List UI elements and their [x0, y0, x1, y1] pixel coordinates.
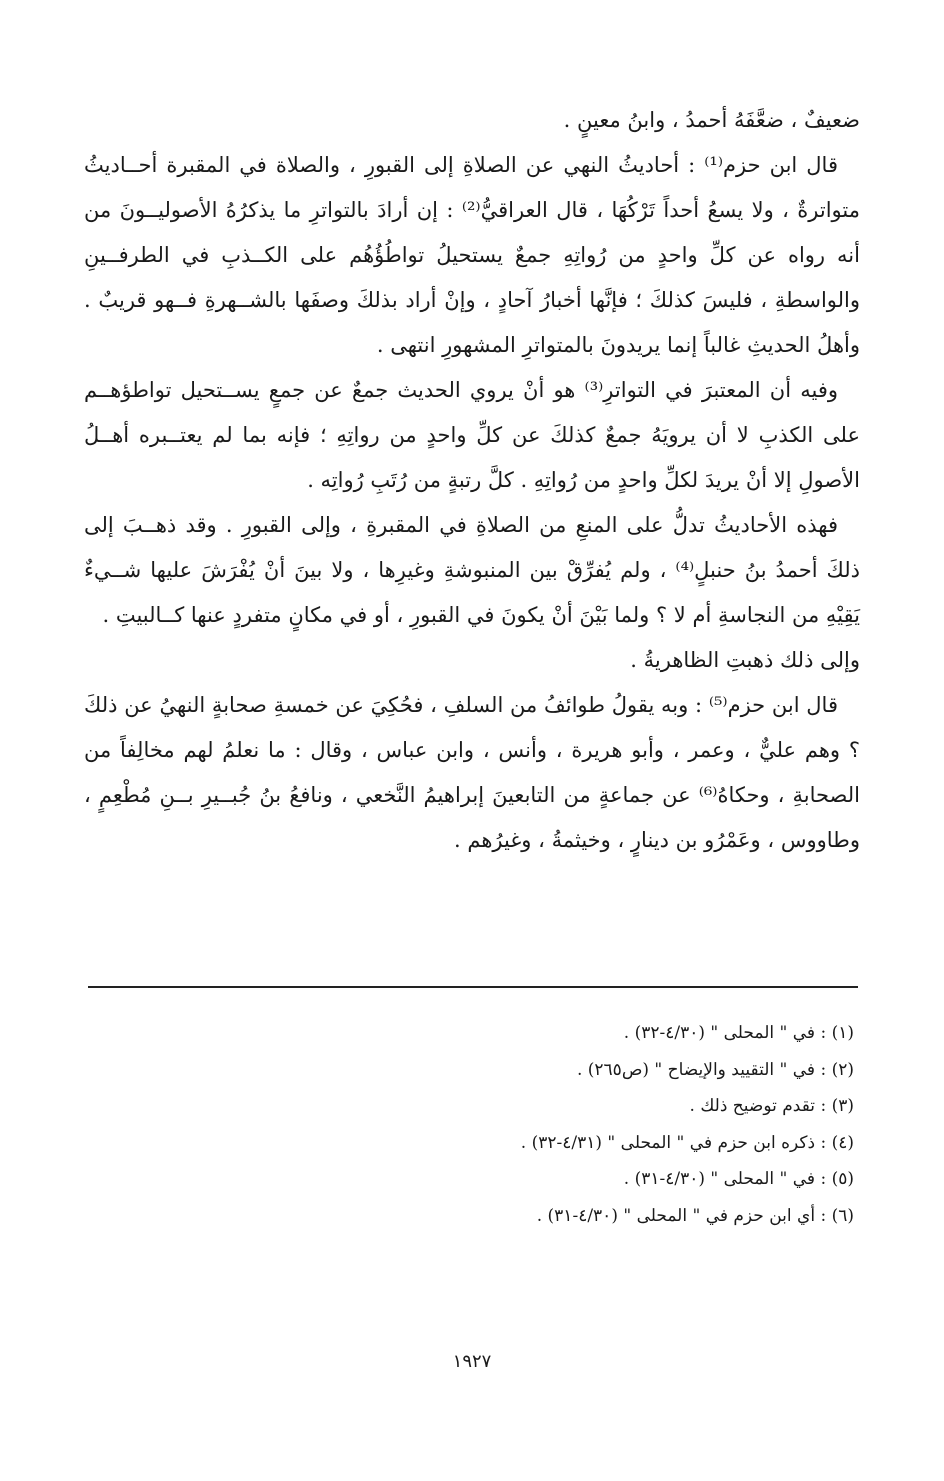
paragraph-3: وفيه أن المعتبرَ في التواترِ⁽³⁾ هو أنْ يروي الحديث جمعٌ عن جمعٍ يســتحيل تواطؤهــم على الكذبِ لا أن يرويَهُ جمعٌ كذلكَ عن كلِّ واحدٍ من رواتِهِ ؛ فإنه بما لم يعتــبره أهــلُ الأصولِ إلا أنْ يريدَ لكلِّ واحدٍ من رُواتِهِ . كلَّ رتبةٍ من رُتَبِ رُواتِه .: [84, 378, 860, 492]
footnote-5: (٥) : في " المحلى " (٤/٣٠-٣١) .: [623, 1169, 854, 1189]
footnote-divider: [88, 986, 858, 988]
paragraph-1: ضعيفٌ ، ضعَّفَهُ أحمدُ ، وابنُ معينٍ .: [563, 108, 860, 132]
paragraph-2: قال ابن حزم⁽¹⁾ : أحاديثُ النهي عن الصلاةِ إلى القبورِ ، والصلاة في المقبرة أحــاديثُ متواترةٌ ، ولا يسعُ أحداً تَرْكُهَا ، قال العراقيُّ⁽²⁾ : إن أرادَ بالتواترِ ما يذكرُهُ الأصوليــونَ من أنه رواه عن كلِّ واحدٍ من رُواتِهِ جمعٌ يستحيلُ تواطُؤُهُم على الكــذبِ في الطرفــينِ والواسطةِ ، فليسَ كذلكَ ؛ فإنَّها أخبارُ آحادٍ ، وإنْ أراد بذلكَ وصفَها بالشــهرةِ فــهو قريبٌ . وأهلُ الحديثِ غالباً إنما يريدونَ بالمتواترِ المشهورِ انتهى .: [84, 153, 860, 357]
footnote-1: (١) : في " المحلى " (٤/٣٠-٣٢) .: [623, 1023, 854, 1043]
paragraph-6: قال ابن حزم⁽⁵⁾ : وبه يقولُ طوائفُ من السلفِ ، فحُكِيَ عن خمسةِ صحابةٍ النهيُ عن ذلكَ ؟ وهم عليٌّ ، وعمر ، وأبو هريرة ، وأنس ، وابن عباس ، وقال : ما نعلمُ لهم مخالِفاً من الصحابةِ ، وحكاهُ⁽⁶⁾ عن جماعةٍ من التابعينَ إبراهيمُ النَّخعي ، ونافعُ بنُ جُبــيرِ بــنِ مُطْعِمٍ ، وطاووس ، وعَمْرُو بن دينارٍ ، وخيثمةُ ، وغيرُهم .: [84, 693, 860, 852]
page-number: ١٩٢٧: [452, 1351, 492, 1372]
footnotes: [84, 1015, 854, 1234]
main-text: [84, 98, 860, 863]
paragraph-4: فهذه الأحاديثُ تدلُّ على المنعِ من الصلاةِ في المقبرةِ ، وإلى القبورِ . وقد ذهــبَ إلى ذلكَ أحمدُ بنُ حنبلٍ⁽⁴⁾ ، ولم يُفرِّقْ بين المنبوشةِ وغيرِها ، ولا بينَ أنْ يُفْرَشَ عليها شــيءٌ يَقِيْهِ من النجاسةِ أم لا ؟ ولما بَيْنَ أنْ يكونَ في القبورِ ، أو في مكانٍ متفردٍ عنها كــالبيتِ .: [84, 513, 860, 627]
footnote-6: (٦) : أي ابن حزم في " المحلى " (٤/٣٠-٣١) .: [536, 1205, 854, 1226]
footnote-4: (٤) : ذكره ابن حزم في " المحلى " (٤/٣١-٣٢) .: [520, 1132, 854, 1153]
footnote-3: (٣) : تقدم توضيح ذلك .: [689, 1096, 854, 1116]
paragraph-5: وإلى ذلك ذهبتِ الظاهريةُ .: [630, 648, 860, 672]
footnote-2: (٢) : في " التقييد والإيضاح " (ص٢٦٥) .: [576, 1059, 854, 1080]
